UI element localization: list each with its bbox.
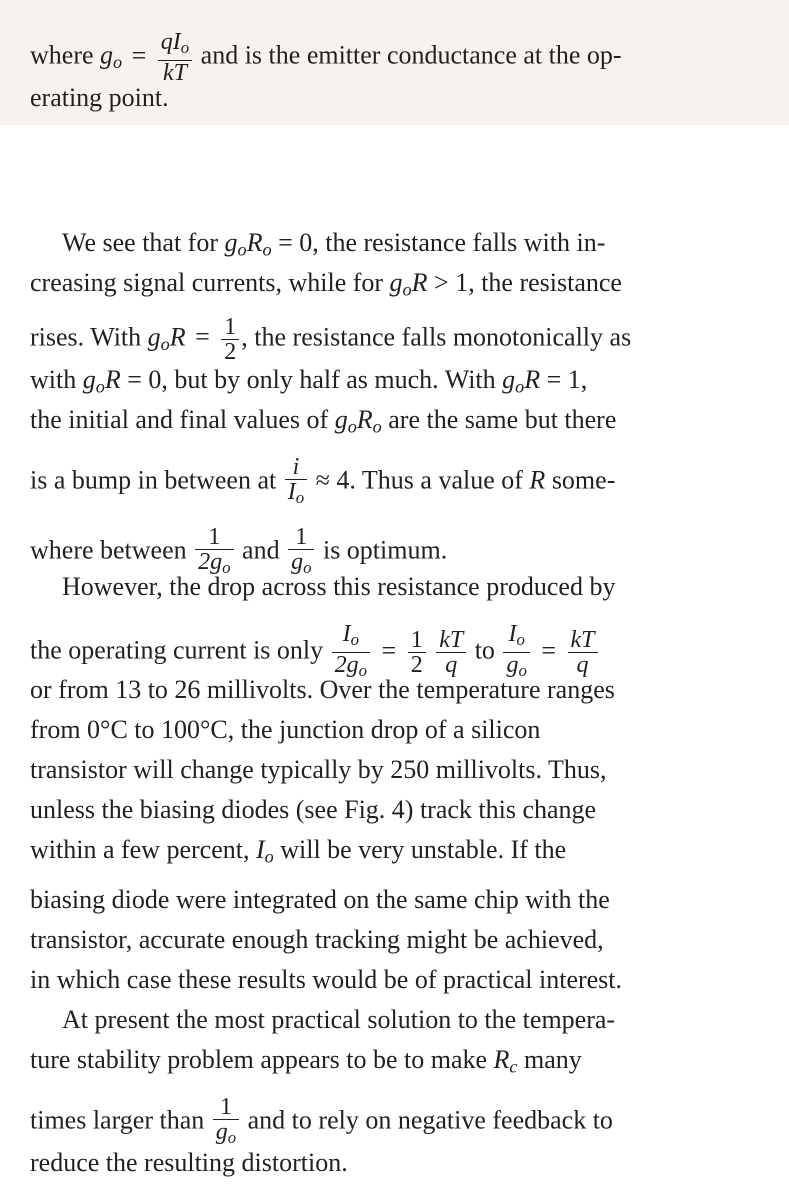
p4-line-4: reduce the resulting distortion. bbox=[30, 1148, 348, 1177]
p2-line-7: where between $\frac{1}{2g_o}$ and $\frac{1}{g_o}$ is optimum. bbox=[30, 525, 447, 580]
p3-line-2: the operating current is only $\frac{I_o}{2g_o}$ = $\frac{1}{2}$ $\frac{kT}{q}$ to $\frac{I_o}{g_o}$ = $\frac{kT}{q}$ bbox=[30, 622, 600, 683]
p3-line-10: in which case these results would be of practical interest. bbox=[30, 965, 623, 994]
fraction-1-over-2go: $\frac{1}{2g_o}$ bbox=[195, 525, 233, 580]
fraction-i-over-Io: $\frac{i}{I_o}$ bbox=[285, 455, 307, 510]
p4-line-2: ture stability problem appears to be to make $R_c$ many bbox=[30, 1045, 582, 1077]
fraction-one-half: $\frac{1}{2}$ bbox=[221, 315, 239, 364]
p3-line-3: or from 13 to 26 millivolts. Over the temperature ranges bbox=[30, 675, 615, 704]
p4-line-1: At present the most practical solution to the tempera- bbox=[62, 1005, 616, 1034]
p2-line-1: We see that for $g_oR_o = 0$, the resistance falls with in- bbox=[62, 228, 606, 260]
fraction-1-over-go: $\frac{1}{g_o}$ bbox=[288, 525, 314, 580]
fraction-Io-over-2go: $\frac{I_o}{2g_o}$ bbox=[332, 622, 370, 683]
fraction-kT-over-q-2: $\frac{kT}{q}$ bbox=[568, 628, 598, 677]
p2-line-4: with $g_oR = 0$, but by only half as much. With $g_oR = 1$, bbox=[30, 365, 588, 397]
p3-line-5: transistor will change typically by 250 millivolts. Thus, bbox=[30, 755, 607, 784]
fraction-1-over-go-2: $\frac{1}{g_o}$ bbox=[213, 1095, 239, 1150]
p1-line-2: erating point. bbox=[30, 83, 169, 112]
p3-line-6: unless the biasing diodes (see Fig. 4) track this change bbox=[30, 795, 597, 824]
p3-line-1: However, the drop across this resistance produced by bbox=[62, 572, 616, 601]
p2-line-5: the initial and final values of $g_oR_o$ are the same but there bbox=[30, 405, 617, 437]
fraction-Io-over-go: $\frac{I_o}{g_o}$ bbox=[503, 622, 529, 683]
p3-line-7: within a few percent, $I_o$ will be very unstable. If the bbox=[30, 835, 567, 867]
p2-line-6: is a bump in between at $\frac{i}{I_o}$ ≈ 4. Thus a value of R some- bbox=[30, 455, 615, 510]
fraction-one-half-2: $\frac{1}{2}$ bbox=[408, 628, 426, 677]
fraction-kT-over-q: $\frac{kT}{q}$ bbox=[436, 628, 466, 677]
p4-line-3: times larger than $\frac{1}{g_o}$ and to rely on negative feedback to bbox=[30, 1095, 613, 1150]
p2-line-3: rises. With $g_oR$ = $\frac{1}{2}$ , the resistance falls monotonically as bbox=[30, 314, 632, 365]
p1-line-1: where $g_o$ = $\frac{qI_o}{kT}$ and is the emitter conductance at the op- bbox=[30, 29, 622, 87]
p2-line-2: creasing signal currents, while for $g_oR > 1$, the resistance bbox=[30, 268, 622, 300]
p3-line-8: biasing diode were integrated on the same chip with the bbox=[30, 885, 610, 914]
p3-line-4: from 0°C to 100°C, the junction drop of a silicon bbox=[30, 715, 541, 744]
p3-line-9: transistor, accurate enough tracking might be achieved, bbox=[30, 925, 604, 954]
fraction-qIo-over-kT: $\frac{qI_o}{kT}$ bbox=[158, 30, 192, 85]
